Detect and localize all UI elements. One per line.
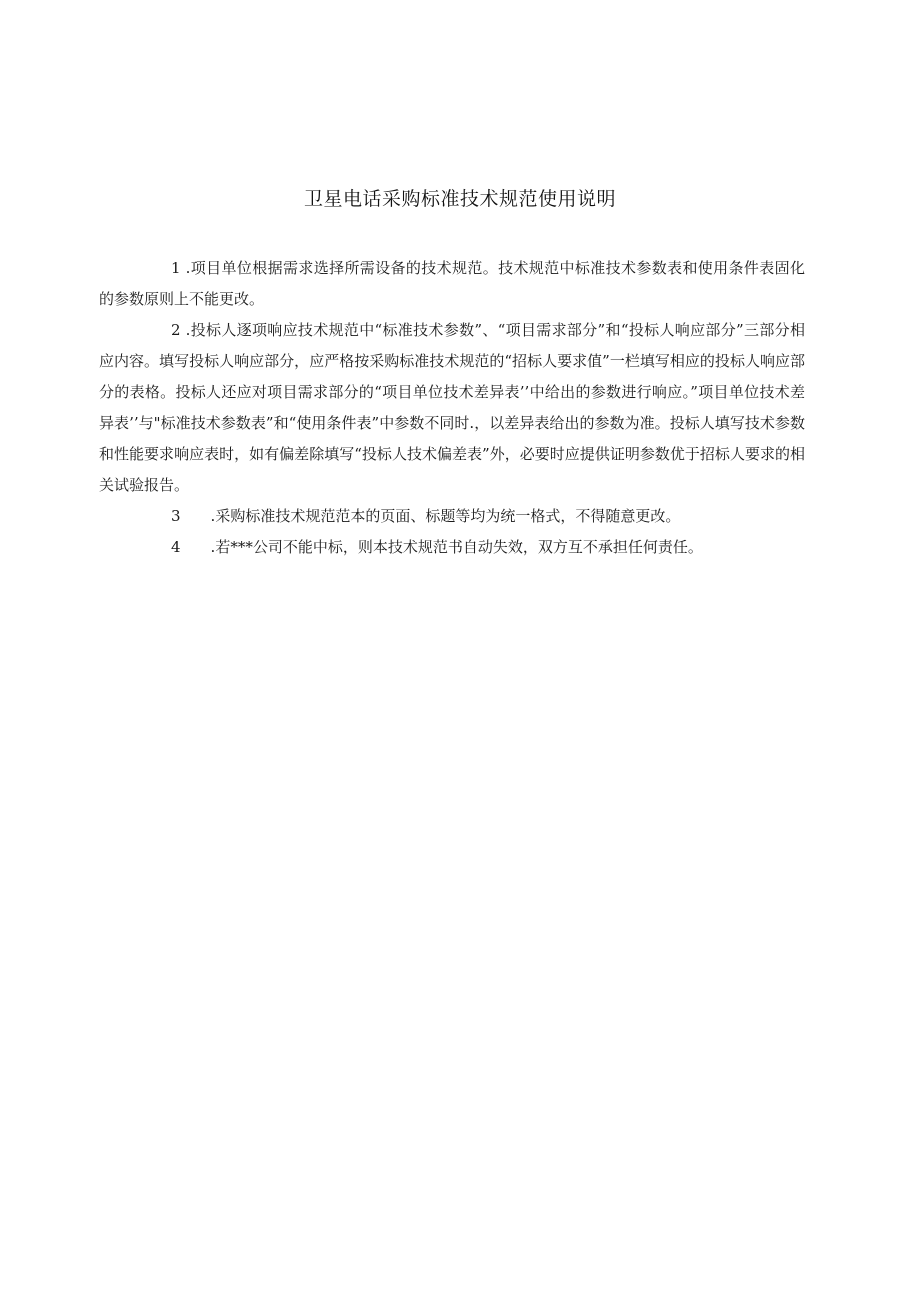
paragraph-number: 3 bbox=[171, 507, 181, 525]
paragraph-3 bbox=[99, 501, 805, 532]
paragraph-text: .投标人逐项响应技术规范中“标准技术参数”、“项目需求部分”和“投标人响应部分”三部分相应内容。填写投标人响应部分，应严格按采购标准技术规范的“招标人要求值”一栏填写相应的投标人响应部分的表格。投标人还应对项目需求部分的“项目单位技术差异表’’中给出的参数进行响应。”项目单位技术差异表’’与"标准技术参数表”和“使用条件表”中参数不同时.，以差异表给出的参数为准。投标人填写技术参数和性能要求响应表时，如有偏差除填写“投标人技术偏差表”外，必要时应提供证明参数优于招标人要求的相关试验报告。 bbox=[99, 321, 805, 494]
document-title: 卫星电话采购标准技术规范使用说明 bbox=[303, 188, 616, 210]
paragraph-number: 2 bbox=[171, 321, 181, 339]
paragraph-2 bbox=[99, 315, 805, 501]
paragraph-4 bbox=[99, 532, 805, 563]
paragraph-1 bbox=[99, 253, 805, 315]
paragraph-number: 1 bbox=[171, 259, 181, 277]
paragraph-text: .若***公司不能中标，则本技术规范书自动失效，双方互不承担任何责任。 bbox=[210, 538, 703, 556]
paragraph-text: .采购标准技术规范范本的页面、标题等均为统一格式，不得随意更改。 bbox=[210, 507, 681, 525]
document-body bbox=[99, 253, 805, 563]
paragraph-number: 4 bbox=[171, 538, 181, 556]
paragraph-text: .项目单位根据需求选择所需设备的技术规范。技术规范中标准技术参数表和使用条件表固化的参数原则上不能更改。 bbox=[99, 259, 805, 308]
